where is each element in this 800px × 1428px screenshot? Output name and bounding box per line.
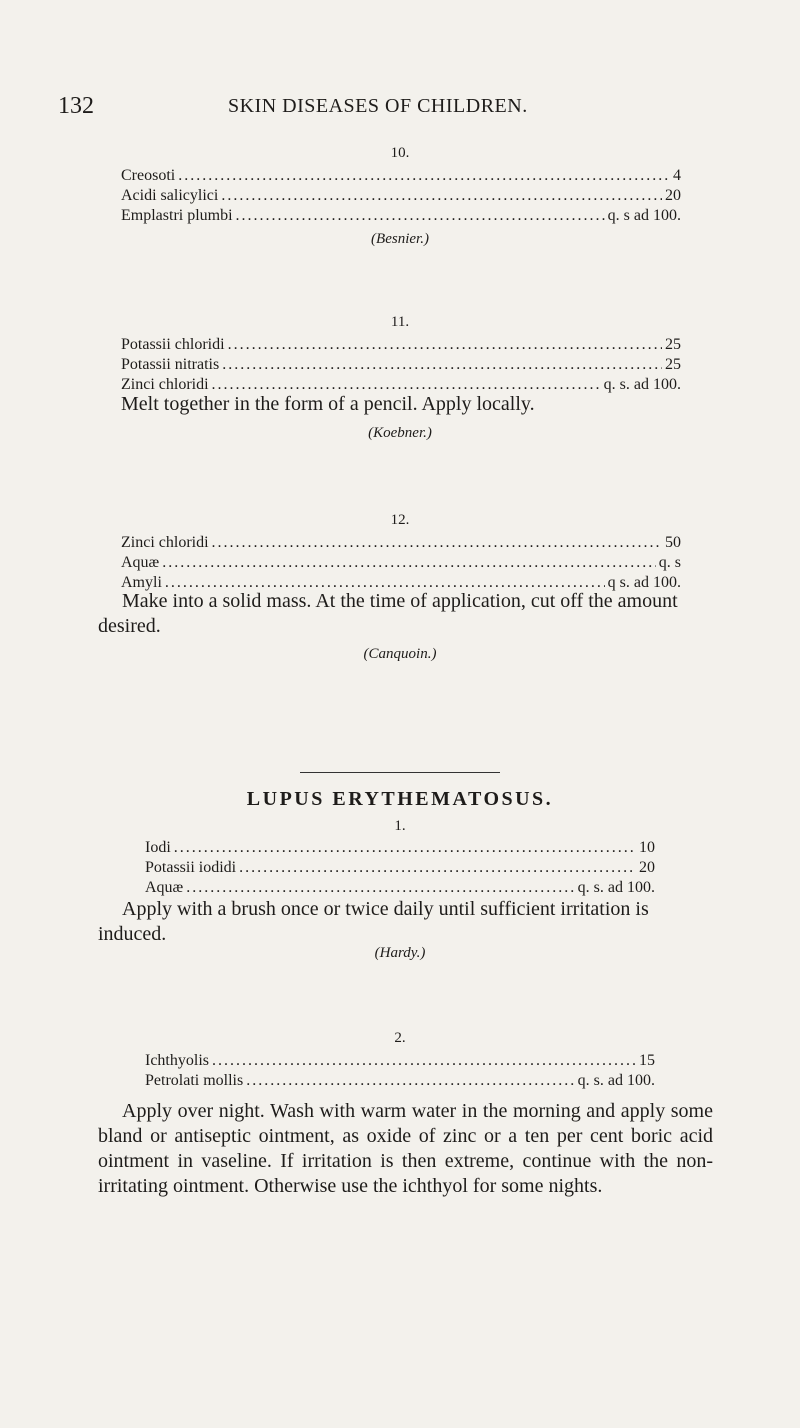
dot-leader (239, 858, 636, 878)
drug-name: Creosoti (121, 167, 176, 184)
dot-leader (212, 1051, 636, 1071)
prescription-row (145, 858, 655, 878)
drug-amount: 25 (665, 356, 681, 373)
drug-amount: 20 (665, 187, 681, 204)
prescription-list (145, 1051, 655, 1091)
drug-name: Potassii chloridi (121, 336, 225, 353)
prescription-number: 11. (390, 314, 410, 330)
citation: (Hardy.) (374, 945, 426, 961)
dot-leader (212, 533, 662, 553)
drug-amount: q. s. ad 100. (577, 879, 655, 896)
drug-amount: 4 (673, 167, 681, 184)
drug-name: Ichthyolis (145, 1052, 209, 1069)
drug-amount: 50 (665, 534, 681, 551)
drug-name: Aquæ (121, 554, 160, 571)
prescription-list (121, 533, 681, 593)
running-title: SKIN DISEASES OF CHILDREN. (228, 95, 528, 117)
drug-name: Potassii nitratis (121, 356, 220, 373)
instruction-text: Apply over night. Wash with warm water in the morning and apply some bland or antiseptic ointment, as oxide of zinc or a ten per cent boric acid ointment in vaseline. If irritation is then extreme, continue with the non-irritating ointment. Otherwise use the ichthyol for some nights. (98, 1100, 713, 1197)
drug-name: Aquæ (145, 879, 184, 896)
section-heading: LUPUS ERYTHEMATOSUS. (246, 788, 554, 810)
prescription-number: 12. (390, 512, 410, 528)
prescription-list (145, 838, 655, 898)
prescription-number: 10. (390, 145, 410, 161)
citation: (Besnier.) (371, 231, 429, 247)
section-divider (300, 772, 500, 773)
dot-leader (162, 553, 656, 573)
drug-name: Potassii iodidi (145, 859, 237, 876)
dot-leader (236, 206, 605, 226)
drug-name: Iodi (145, 839, 171, 856)
dot-leader (174, 838, 636, 858)
drug-amount: 15 (639, 1052, 655, 1069)
page-number: 132 (58, 93, 94, 119)
drug-amount: q. s ad 100. (607, 207, 681, 224)
citation: (Canquoin.) (363, 646, 437, 662)
page-header (58, 93, 738, 121)
drug-amount: q s. ad 100. (607, 574, 681, 591)
citation: (Koebner.) (368, 425, 432, 441)
prescription-row (121, 533, 681, 553)
instruction-text: Apply with a brush once or twice daily until sufficient irritation is induced. (98, 898, 649, 945)
drug-amount: q. s. ad 100. (603, 376, 681, 393)
drug-amount: 25 (665, 336, 681, 353)
prescription-row (121, 335, 681, 355)
dot-leader (178, 166, 670, 186)
drug-amount: 20 (639, 859, 655, 876)
prescription-row (121, 355, 681, 375)
prescription-row (145, 1071, 655, 1091)
prescription-row (145, 838, 655, 858)
drug-name: Emplastri plumbi (121, 207, 233, 224)
prescription-list (121, 166, 681, 226)
prescription-row (145, 1051, 655, 1071)
drug-name: Amyli (121, 574, 162, 591)
drug-amount: q. s. ad 100. (577, 1072, 655, 1089)
drug-name: Zinci chloridi (121, 376, 209, 393)
prescription-row (121, 166, 681, 186)
instruction-text: Make into a solid mass. At the time of application, cut off the amount desired. (98, 590, 678, 637)
drug-name: Acidi salicylici (121, 187, 219, 204)
drug-name: Petrolati mollis (145, 1072, 244, 1089)
drug-amount: q. s (658, 554, 681, 571)
prescription-number: 2. (394, 1030, 406, 1046)
prescription-row (121, 553, 681, 573)
drug-amount: 10 (639, 839, 655, 856)
dot-leader (246, 1071, 574, 1091)
dot-leader (228, 335, 662, 355)
prescription-list (121, 335, 681, 395)
drug-name: Zinci chloridi (121, 534, 209, 551)
dot-leader (186, 878, 574, 898)
dot-leader (221, 186, 662, 206)
instruction-text: Melt together in the form of a pencil. Apply locally. (121, 393, 535, 415)
prescription-row (121, 186, 681, 206)
prescription-row (121, 206, 681, 226)
prescription-number: 1. (394, 818, 406, 834)
dot-leader (222, 355, 662, 375)
prescription-row (145, 878, 655, 898)
